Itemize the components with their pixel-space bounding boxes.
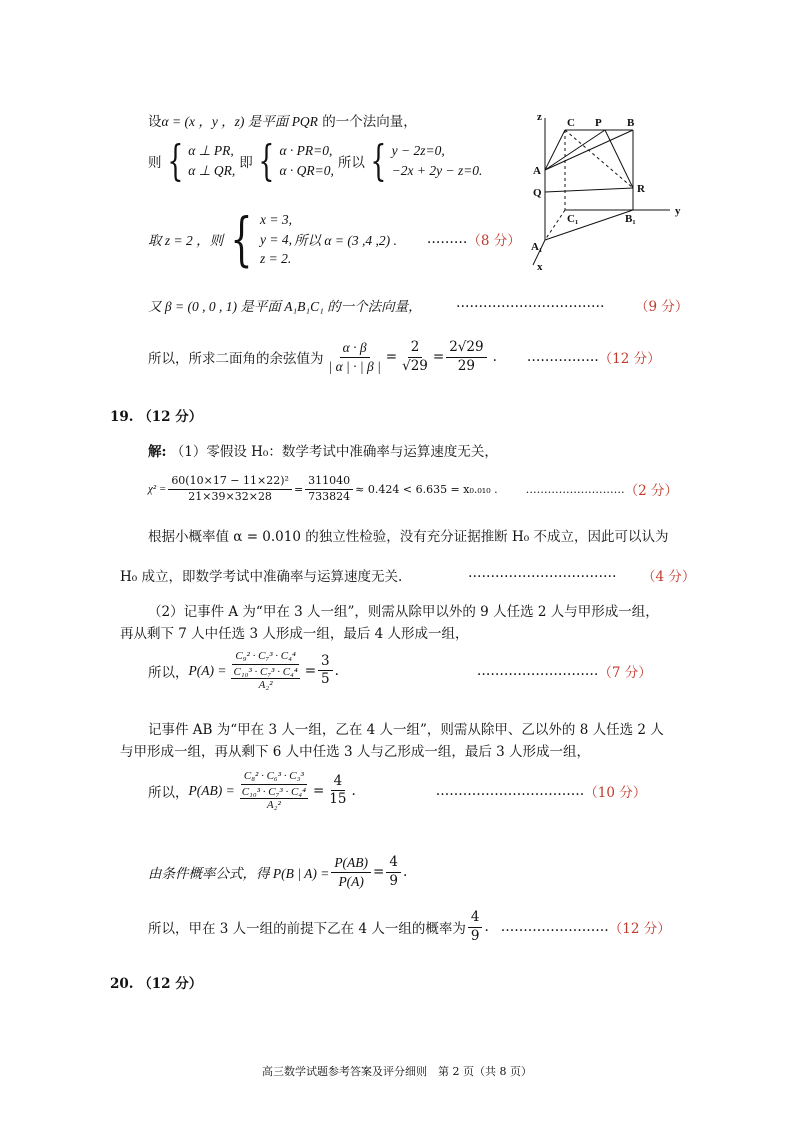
leader-dots: …………………………… (456, 295, 605, 311)
question-20-heading (110, 972, 202, 992)
score-mark: （9 分） (635, 299, 689, 315)
beta-line (148, 295, 689, 315)
normal-vector-line (148, 110, 417, 130)
pab-value (326, 774, 349, 808)
vector-alpha: α (161, 114, 169, 129)
event-a-line-2 (120, 622, 469, 642)
brace-icon: { (370, 136, 387, 185)
score-mark: （12 分） (598, 351, 661, 368)
frac-den-top: C₁₀³ · C₇³ · C₄⁴ (241, 785, 306, 798)
leader-dots: ……… (426, 231, 468, 248)
frac-den: 29 (457, 357, 475, 374)
frac-den (228, 665, 302, 692)
label-c1: C₁ (567, 213, 579, 225)
conclusion-text-2: H₀ 成立，即数学考试中准确率与运算速度无关. (120, 569, 403, 585)
frac-num: α · β (340, 340, 370, 358)
equals: = (385, 349, 398, 366)
chi-tail: ≈ 0.424 < 6.635 = x₀.₀₁₀ . (355, 482, 498, 496)
equals: = (373, 864, 385, 881)
label-b: B (627, 117, 635, 129)
frac-num: P(AB) (331, 855, 371, 873)
brace-icon: { (230, 205, 253, 274)
text-suoyi: 所以 (337, 155, 365, 171)
perp-pr: α ⊥ PR, (188, 143, 234, 159)
frac-num: 60(10×17 − 11×22)² (168, 475, 292, 490)
frac-num: 4 (386, 855, 401, 873)
sol-x: x = 3, (260, 212, 293, 227)
eq-1: y − 2z=0, (391, 143, 445, 159)
frac-den-bot: A₂² (258, 679, 273, 692)
final-line: 所以，甲在 3 人一组的前提下乙在 4 人一组的概率为 $\frac{4}{9}$ . …………………… （12 分） (148, 909, 671, 944)
perpendicular-systems (148, 136, 483, 185)
label-x: x (537, 261, 543, 273)
equals: = (432, 349, 445, 366)
event-ab-text-1: 记事件 AB 为“甲在 3 人一组，乙在 4 人一组”，则需从除甲、乙以外的 8 人任选 2 人 (148, 722, 664, 738)
event-a-text-1: （2）记事件 A 为“甲在 3 人一组”，则需从除甲以外的 9 人任选 2 人与甲形成一组， (148, 604, 659, 620)
label-a: A (533, 165, 541, 177)
score-mark: （2 分） (624, 483, 678, 500)
frac-den-bot: A₂² (266, 799, 281, 812)
question-19-heading (110, 405, 202, 425)
label-q: Q (533, 187, 542, 199)
frac-den: P(A) (338, 873, 364, 889)
event-a-text-2: 再从剩下 7 人中任选 3 人形成一组，最后 4 人形成一组， (120, 626, 469, 642)
footer-text: 高三数学试题参考答案及评分细则 第 2 页（共 8 页） (262, 1065, 532, 1078)
chi-fraction-1 (168, 475, 292, 503)
label-c: C (567, 117, 575, 129)
dot-pr: α · PR=0, (279, 143, 333, 159)
conditional-value (386, 855, 401, 889)
pa-value (318, 654, 333, 688)
cosine-text: 所以，所求二面角的余弦值为 (148, 351, 324, 368)
fraction-2 (399, 340, 431, 374)
frac-den: 5 (321, 671, 330, 688)
question-number: 20. (110, 976, 134, 992)
label-r: R (637, 183, 645, 195)
question-score: （12 分） (138, 976, 203, 992)
frac-num: 4 (331, 774, 346, 792)
text-take-z: 取 z = 2 ，则 (148, 233, 224, 249)
h0-text: （1）零假设 H₀：数学考试中准确率与运算速度无关， (170, 444, 498, 460)
fraction-3 (446, 340, 486, 374)
text-normal: 的一个法向量， (317, 114, 417, 130)
equals: = (312, 782, 325, 799)
system-dot (279, 141, 333, 180)
score-mark: （7 分） (598, 664, 652, 681)
leader-dots: ……………………… (525, 482, 625, 496)
alpha-result: 所以 α = (3 ,4 ,2) . (294, 233, 397, 249)
frac-den: 15 (329, 791, 347, 808)
cosine-line: 所以，所求二面角的余弦值为 $\frac{\alpha \cdot \beta}{| \alpha | \cdot | \beta |}$ = $\frac{2}{√29}$ = $\frac{2√29}{29}$ . ……………. （12 分） (148, 339, 661, 374)
h0-line (148, 440, 498, 460)
question-score: （12 分） (138, 409, 203, 425)
chi-fraction-2 (305, 475, 353, 503)
text-suoyi: 所以， (148, 664, 189, 681)
text-ji: 即 (239, 155, 253, 171)
label-z: z (537, 111, 542, 123)
leader-dots: …………………………… (468, 565, 617, 581)
sol-z: z = 2. (260, 251, 292, 267)
pab-fraction (237, 770, 311, 812)
conclusion-text-1: 根据小概率值 α = 0.010 的独立性检验，没有充分证据推断 H₀ 不成立，因此可以认为 (148, 529, 669, 545)
pa-label: P(A) = (188, 662, 227, 678)
score-mark: （10 分） (584, 784, 647, 801)
solution-label: 解: (148, 444, 167, 460)
fraction-cos (326, 340, 384, 374)
frac-den: 9 (470, 927, 480, 944)
label-y: y (675, 205, 681, 217)
chi-label: χ² = (148, 483, 167, 496)
conclusion-line-1 (148, 525, 669, 545)
pab-line: 所以， P(AB) = C₈² · C₆³ · C₃³ C₁₀³ · C₇³ · C₄⁴ A₂² = $\frac{4}{15}$ . …………………………… （10 分） (148, 770, 647, 812)
pa-fraction (228, 650, 302, 692)
label-a1: A₁ (531, 241, 543, 253)
frac-num: C₉² · C₇³ · C₄⁴ (232, 650, 298, 665)
eq-2: −2x + 2y − z=0. (391, 163, 483, 178)
brace-icon: { (166, 136, 183, 185)
equals: = (304, 662, 317, 679)
conditional-fraction (331, 855, 371, 889)
pa-line: 所以， P(A) = C₉² · C₇³ · C₄⁴ C₁₀³ · C₇³ · C₄⁴ A₂² = $\frac{3}{5}$ . ……………………… （7 分） (148, 650, 652, 692)
perp-qr: α ⊥ QR, (188, 163, 236, 178)
text-coords: = (x ，y ，z) 是平面 (168, 114, 292, 129)
score-mark: （4 分） (642, 569, 696, 585)
frac-num: 311040 (305, 475, 353, 490)
sol-y: y = 4, (260, 231, 293, 247)
score-mark: （8 分） (467, 233, 521, 250)
final-fraction (468, 910, 483, 944)
frac-num: C₈² · C₆³ · C₃³ (241, 770, 307, 785)
event-ab-line-2 (120, 740, 590, 760)
leader-dots: …………………………… (435, 782, 585, 799)
final-text: 所以，甲在 3 人一组的前提下乙在 4 人一组的概率为 (148, 921, 466, 938)
frac-den: 9 (389, 872, 398, 889)
leader-dots: ……………. (526, 349, 599, 366)
system-eq (392, 141, 483, 180)
frac-den: 21×39×32×28 (188, 489, 272, 503)
conditional-line: 由条件概率公式，得 P(B | A) = $\frac{P(AB)}{P(A)}$ = $\frac{4}{9}$ . (148, 854, 408, 889)
frac-den (237, 785, 311, 812)
pab-label: P(AB) = (188, 782, 235, 798)
label-p: P (595, 117, 602, 129)
event-ab-text-2: 与甲形成一组，再从剩下 6 人中任选 3 人与乙形成一组，最后 3 人形成一组， (120, 744, 591, 760)
dot-qr: α · QR=0, (279, 163, 334, 178)
frac-den: 733824 (308, 489, 351, 503)
event-a-line-1 (148, 600, 659, 620)
solve-line (148, 205, 521, 274)
text-ze: 则 (148, 155, 162, 171)
brace-icon: { (258, 136, 275, 185)
system-solution (260, 210, 292, 269)
system-perp (188, 141, 235, 180)
frac-num: 2√29 (446, 340, 486, 358)
frac-num: 3 (318, 654, 333, 672)
prism-figure (525, 110, 695, 275)
frac-den: | α | · | β | (328, 358, 381, 374)
frac-den-top: C₁₀³ · C₇³ · C₄⁴ (233, 665, 298, 678)
label-b1: B₁ (625, 213, 636, 225)
leader-dots: …………………… (500, 919, 609, 936)
question-number: 19. (110, 409, 134, 425)
equals: = (293, 482, 304, 496)
leader-dots: ……………………… (476, 662, 599, 679)
conclusion-line-2 (120, 565, 696, 585)
score-mark: （12 分） (608, 921, 671, 938)
chi-square-line (148, 475, 678, 503)
event-ab-line-1 (148, 718, 664, 738)
frac-num: 2 (408, 340, 423, 358)
frac-den: √29 (402, 357, 428, 374)
frac-num: 4 (468, 910, 483, 928)
conditional-text: 由条件概率公式，得 P(B | A) = (148, 866, 330, 882)
text-suoyi: 所以， (148, 784, 189, 801)
beta-text: 又 β = (0 , 0 , 1) 是平面 A₁B₁C₁ 的一个法向量， (148, 299, 422, 314)
page-footer (0, 1063, 794, 1079)
text-she: 设 (148, 114, 162, 130)
plane-name: PQR (291, 114, 318, 129)
